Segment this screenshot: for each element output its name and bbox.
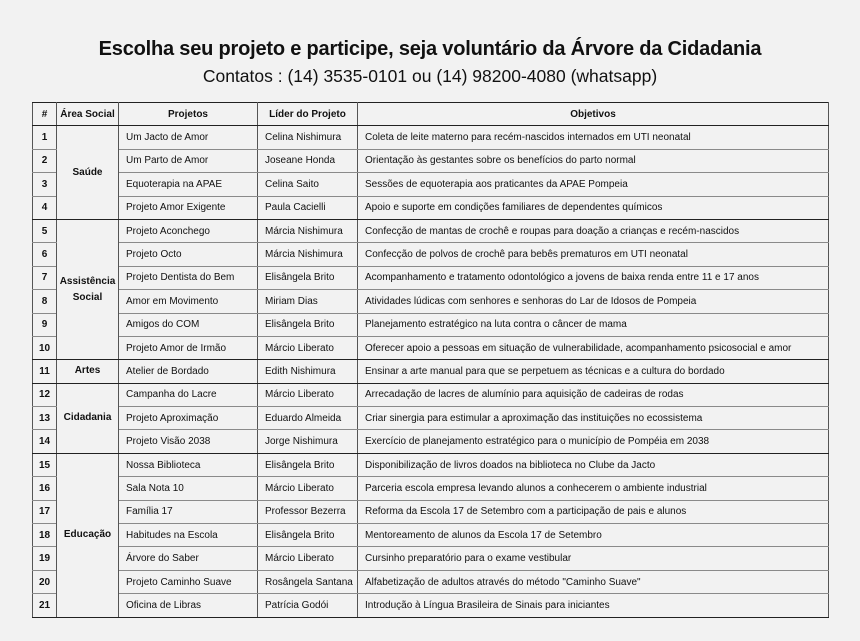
- col-header-area: Área Social: [57, 103, 119, 126]
- table-row: [33, 313, 829, 336]
- table-row: [33, 173, 829, 196]
- area-social-cell: Cidadania: [57, 383, 119, 453]
- project-name: Projeto Dentista do Bem: [119, 266, 258, 289]
- table-row: [33, 219, 829, 242]
- project-name: Projeto Visão 2038: [119, 430, 258, 453]
- project-name: Projeto Aproximação: [119, 407, 258, 430]
- project-objective: Coleta de leite materno para recém-nascidos internados em UTI neonatal: [358, 126, 829, 149]
- row-number: 16: [33, 477, 57, 500]
- area-social-cell: Saúde: [57, 126, 119, 220]
- col-header-number: #: [33, 103, 57, 126]
- project-leader: Jorge Nishimura: [258, 430, 358, 453]
- project-leader: Miriam Dias: [258, 290, 358, 313]
- table-row: [33, 524, 829, 547]
- project-objective: Confecção de mantas de crochê e roupas para doação a crianças e recém-nascidos: [358, 219, 829, 242]
- project-leader: Elisângela Brito: [258, 524, 358, 547]
- project-leader: Eduardo Almeida: [258, 407, 358, 430]
- project-leader: Joseane Honda: [258, 149, 358, 172]
- table-row: [33, 594, 829, 617]
- area-social-cell: Educação: [57, 453, 119, 617]
- project-name: Projeto Aconchego: [119, 219, 258, 242]
- project-objective: Atividades lúdicas com senhores e senhoras do Lar de Idosos de Pompeia: [358, 290, 829, 313]
- project-leader: Elisângela Brito: [258, 313, 358, 336]
- table-row: [33, 477, 829, 500]
- table-row: [33, 336, 829, 359]
- project-objective: Criar sinergia para estimular a aproximação das instituições no ecossistema: [358, 407, 829, 430]
- project-name: Atelier de Bordado: [119, 360, 258, 383]
- project-name: Equoterapia na APAE: [119, 173, 258, 196]
- table-row: [33, 430, 829, 453]
- project-objective: Introdução à Língua Brasileira de Sinais para iniciantes: [358, 594, 829, 617]
- project-name: Amigos do COM: [119, 313, 258, 336]
- row-number: 20: [33, 570, 57, 593]
- project-objective: Confecção de polvos de crochê para bebês prematuros em UTI neonatal: [358, 243, 829, 266]
- row-number: 12: [33, 383, 57, 406]
- project-name: Família 17: [119, 500, 258, 523]
- row-number: 9: [33, 313, 57, 336]
- project-leader: Patrícia Godói: [258, 594, 358, 617]
- project-objective: Exercício de planejamento estratégico para o município de Pompéia em 2038: [358, 430, 829, 453]
- table-row: [33, 243, 829, 266]
- row-number: 15: [33, 453, 57, 476]
- col-header-project: Projetos: [119, 103, 258, 126]
- table-row: [33, 547, 829, 570]
- table-row: [33, 126, 829, 149]
- project-objective: Apoio e suporte em condições familiares de dependentes químicos: [358, 196, 829, 219]
- row-number: 7: [33, 266, 57, 289]
- project-name: Projeto Octo: [119, 243, 258, 266]
- project-objective: Disponibilização de livros doados na biblioteca no Clube da Jacto: [358, 453, 829, 476]
- area-social-cell: Artes: [57, 360, 119, 383]
- row-number: 1: [33, 126, 57, 149]
- row-number: 14: [33, 430, 57, 453]
- row-number: 3: [33, 173, 57, 196]
- project-objective: Arrecadação de lacres de alumínio para aquisição de cadeiras de rodas: [358, 383, 829, 406]
- project-leader: Edith Nishimura: [258, 360, 358, 383]
- project-leader: Celina Saito: [258, 173, 358, 196]
- col-header-objective: Objetivos: [358, 103, 829, 126]
- project-leader: Elisângela Brito: [258, 453, 358, 476]
- table-row: [33, 407, 829, 430]
- project-name: Um Parto de Amor: [119, 149, 258, 172]
- project-objective: Reforma da Escola 17 de Setembro com a participação de pais e alunos: [358, 500, 829, 523]
- project-leader: Márcia Nishimura: [258, 243, 358, 266]
- project-name: Campanha do Lacre: [119, 383, 258, 406]
- project-leader: Márcio Liberato: [258, 547, 358, 570]
- project-name: Amor em Movimento: [119, 290, 258, 313]
- table-header-row: [33, 103, 829, 126]
- project-leader: Márcio Liberato: [258, 383, 358, 406]
- table-row: [33, 500, 829, 523]
- project-name: Projeto Caminho Suave: [119, 570, 258, 593]
- project-name: Habitudes na Escola: [119, 524, 258, 547]
- project-leader: Rosângela Santana: [258, 570, 358, 593]
- project-objective: Parceria escola empresa levando alunos a conhecerem o ambiente industrial: [358, 477, 829, 500]
- project-objective: Oferecer apoio a pessoas em situação de vulnerabilidade, acompanhamento psicosocial e amor: [358, 336, 829, 359]
- project-objective: Mentoreamento de alunos da Escola 17 de Setembro: [358, 524, 829, 547]
- row-number: 18: [33, 524, 57, 547]
- project-name: Nossa Biblioteca: [119, 453, 258, 476]
- project-leader: Celina Nishimura: [258, 126, 358, 149]
- project-name: Um Jacto de Amor: [119, 126, 258, 149]
- project-leader: Paula Cacielli: [258, 196, 358, 219]
- table-body: [33, 126, 829, 617]
- project-objective: Orientação às gestantes sobre os benefícios do parto normal: [358, 149, 829, 172]
- table-row: [33, 266, 829, 289]
- row-number: 10: [33, 336, 57, 359]
- project-leader: Márcio Liberato: [258, 336, 358, 359]
- col-header-leader: Líder do Projeto: [258, 103, 358, 126]
- project-name: Sala Nota 10: [119, 477, 258, 500]
- area-social-cell: Assistência Social: [57, 219, 119, 359]
- row-number: 5: [33, 219, 57, 242]
- table-row: [33, 149, 829, 172]
- project-name: Projeto Amor Exigente: [119, 196, 258, 219]
- row-number: 11: [33, 360, 57, 383]
- project-objective: Ensinar a arte manual para que se perpetuem as técnicas e a cultura do bordado: [358, 360, 829, 383]
- table-row: [33, 383, 829, 406]
- row-number: 17: [33, 500, 57, 523]
- projects-table: [32, 102, 829, 618]
- project-name: Árvore do Saber: [119, 547, 258, 570]
- table-row: [33, 196, 829, 219]
- project-leader: Elisângela Brito: [258, 266, 358, 289]
- row-number: 13: [33, 407, 57, 430]
- row-number: 21: [33, 594, 57, 617]
- project-leader: Márcio Liberato: [258, 477, 358, 500]
- project-name: Projeto Amor de Irmão: [119, 336, 258, 359]
- table-row: [33, 570, 829, 593]
- project-name: Oficina de Libras: [119, 594, 258, 617]
- project-objective: Sessões de equoterapia aos praticantes da APAE Pompeia: [358, 173, 829, 196]
- page-title: Escolha seu projeto e participe, seja voluntário da Árvore da Cidadania: [98, 38, 762, 60]
- row-number: 4: [33, 196, 57, 219]
- contact-subtitle: Contatos : (14) 3535-0101 ou (14) 98200-4080 (whatsapp): [202, 66, 658, 86]
- project-objective: Acompanhamento e tratamento odontológico a jovens de baixa renda entre 11 e 17 anos: [358, 266, 829, 289]
- row-number: 2: [33, 149, 57, 172]
- table-row: [33, 360, 829, 383]
- table-row: [33, 290, 829, 313]
- project-objective: Cursinho preparatório para o exame vestibular: [358, 547, 829, 570]
- project-objective: Planejamento estratégico na luta contra o câncer de mama: [358, 313, 829, 336]
- project-leader: Professor Bezerra: [258, 500, 358, 523]
- project-objective: Alfabetização de adultos através do método "Caminho Suave": [358, 570, 829, 593]
- row-number: 6: [33, 243, 57, 266]
- row-number: 19: [33, 547, 57, 570]
- row-number: 8: [33, 290, 57, 313]
- table-row: [33, 453, 829, 476]
- project-leader: Márcia Nishimura: [258, 219, 358, 242]
